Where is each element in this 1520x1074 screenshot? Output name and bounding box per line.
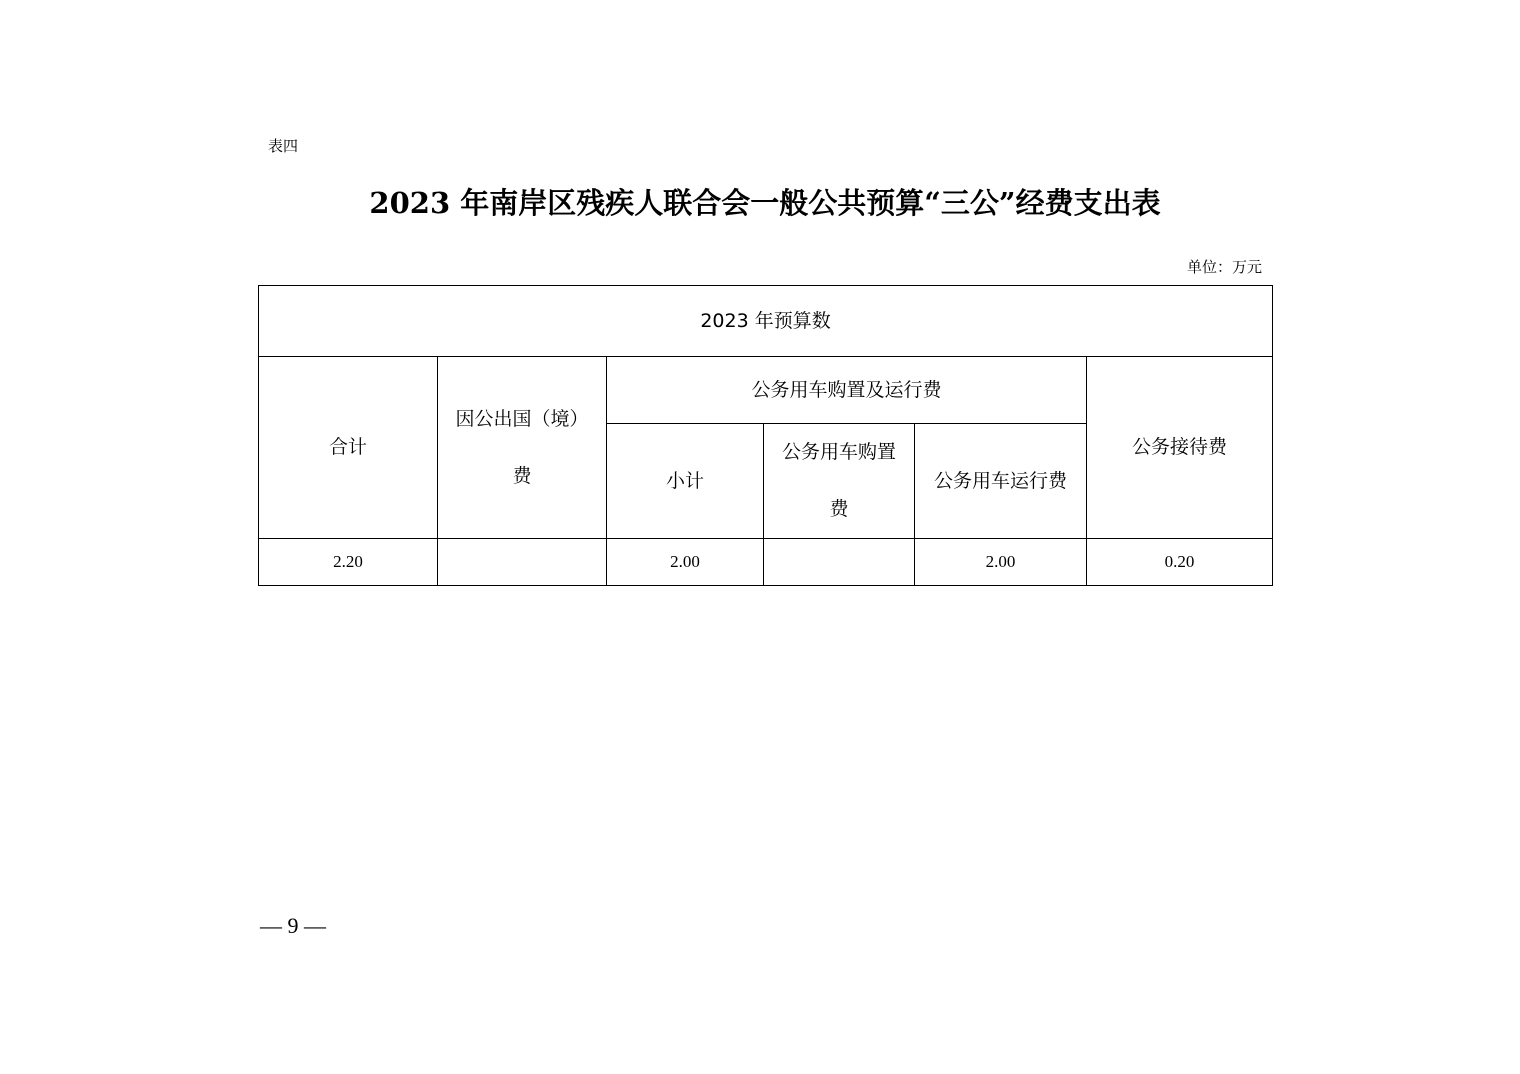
header-total: 合计 [259, 357, 438, 539]
value-overseas [438, 539, 607, 586]
header-subtotal: 小计 [607, 424, 764, 539]
header-purchase-line2: 费 [829, 498, 849, 520]
header-purchase-cell [764, 424, 915, 539]
budget-table [258, 285, 1273, 586]
header-overseas-line2: 费 [512, 464, 532, 487]
header-reception: 公务接待费 [1087, 357, 1273, 539]
value-total: 2.20 [259, 539, 438, 586]
header-operation: 公务用车运行费 [915, 424, 1087, 539]
value-operation: 2.00 [915, 539, 1087, 586]
table-label: 表四 [268, 137, 299, 155]
unit-label: 单位：万元 [1186, 258, 1262, 276]
page-number: — 9 — [260, 913, 326, 938]
value-subtotal: 2.00 [607, 539, 764, 586]
document-title: 2023 年南岸区残疾人联合会一般公共预算“三公”经费支出表 [369, 186, 1161, 220]
table-header-row-middle [259, 357, 1273, 424]
value-purchase [764, 539, 915, 586]
header-purchase-line1: 公务用车购置 [781, 441, 896, 463]
table-row-values [259, 539, 1273, 586]
header-budget-year: 2023 年预算数 [259, 286, 1273, 357]
value-reception: 0.20 [1087, 539, 1273, 586]
header-overseas-line1: 因公出国（境） [455, 407, 589, 430]
table-header-row-top [259, 286, 1273, 357]
header-overseas-cell [438, 357, 607, 539]
header-vehicle-group: 公务用车购置及运行费 [607, 357, 1087, 424]
